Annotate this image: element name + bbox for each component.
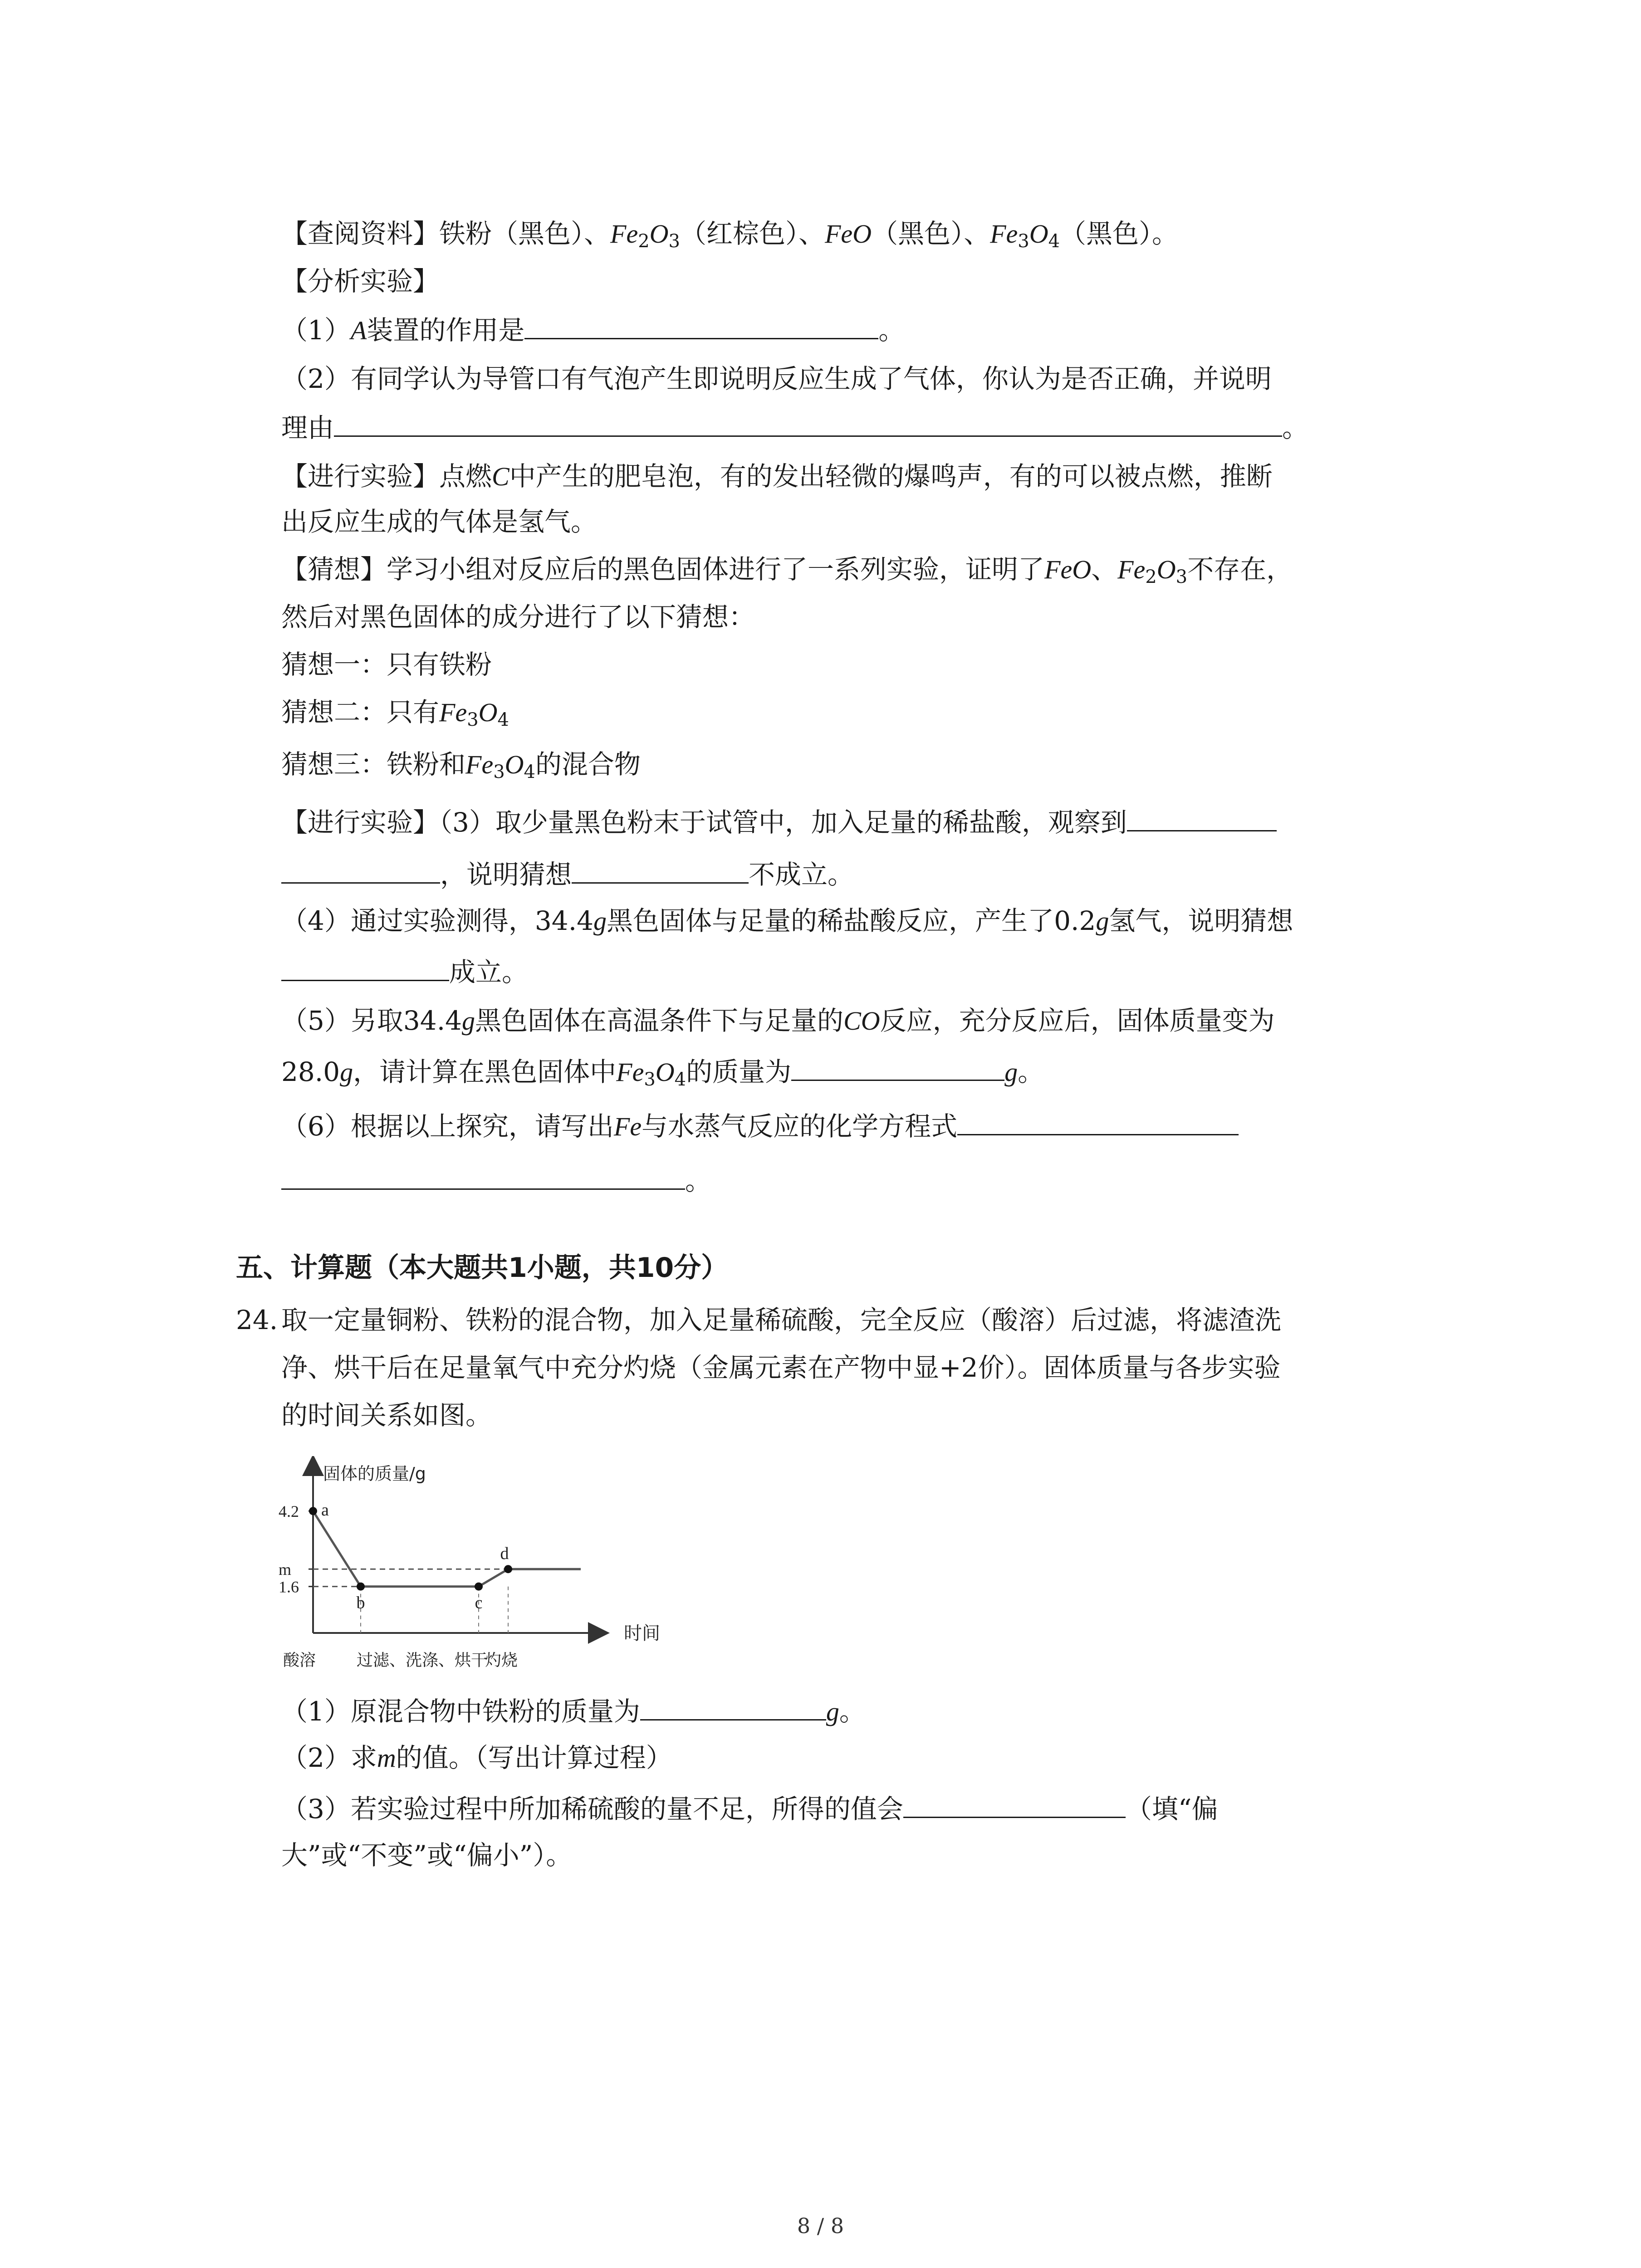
question-text: 理由 [281, 412, 334, 443]
y-tick-label: m [279, 1560, 292, 1579]
question-text: 不成立。 [749, 859, 854, 890]
punctuation: 。 [1282, 412, 1309, 443]
question-text: （4）通过实验测得， [281, 905, 535, 936]
step-label: 灼烧 [485, 1651, 518, 1670]
step-label: 酸溶 [283, 1651, 316, 1670]
paragraph-text: 的混合物 [535, 749, 641, 780]
formula-fe: Fe [465, 750, 494, 779]
subscript: 3 [467, 709, 479, 730]
question-2: （2）有同学认为导管口有气泡产生即说明反应生成了气体，你认为是否正确，并说明 [281, 363, 1272, 394]
question-text: ，说明猜想 [440, 859, 572, 890]
device-label: A [350, 316, 367, 345]
value: 34.4 [534, 905, 594, 936]
formula-fe: Fe [1117, 555, 1146, 584]
unit: g [1004, 1057, 1018, 1087]
question-text: 【进行实验】（3）取少量黑色粉末于试管中，加入足量的稀盐酸，观察到 [281, 807, 1127, 838]
answer-blank[interactable] [281, 1161, 685, 1190]
subscript: 2 [1145, 567, 1157, 587]
paragraph-text: 【进行实验】点燃 [281, 461, 492, 492]
subscript: 4 [1048, 231, 1060, 252]
answer-blank[interactable] [334, 408, 1282, 437]
answer-blank[interactable] [524, 311, 878, 339]
y-tick-label: 1.6 [279, 1578, 299, 1596]
answer-blank[interactable] [572, 855, 749, 884]
guess-intro: 【猜想】学习小组对反应后的黑色固体进行了一系列实验，证明了FeO、$Fe_2O_3$不存在， [281, 554, 1293, 587]
experiment-1-cont: 出反应生成的气体是氢气。 [281, 506, 598, 537]
y-tick-label: 4.2 [279, 1502, 299, 1521]
question-text: （6）根据以上探究，请写出 [281, 1111, 614, 1142]
formula-o: O [655, 1057, 675, 1087]
q24-sub-3 [281, 1789, 1218, 1827]
answer-blank[interactable] [791, 1052, 1004, 1081]
point-label-a: a [321, 1501, 329, 1520]
answer-blank[interactable] [957, 1107, 1239, 1135]
paragraph-text: 中产生的肥皂泡，有的发出轻微的爆鸣声，有的可以被点燃，推断 [509, 461, 1273, 492]
question-5 [281, 1002, 1275, 1039]
question-text: 与水蒸气反应的化学方程式 [642, 1111, 958, 1142]
q24-sub-3-cont: 大”或“不变”或“偏小”）。 [281, 1840, 573, 1871]
experiment-1 [281, 458, 1273, 495]
subscript: 3 [668, 231, 680, 252]
formula-fe: Fe [439, 698, 467, 727]
question-number: （1） [281, 315, 351, 346]
formula-o: O [649, 219, 669, 249]
question-text: ，请计算在黑色固体中 [353, 1056, 617, 1087]
formula-fe: Fe [616, 1057, 644, 1087]
question-text: 成立。 [449, 957, 529, 987]
guess-1: 猜想一：只有铁粉 [281, 649, 492, 680]
question-text: 的值。（写出计算过程） [396, 1742, 672, 1773]
answer-blank[interactable] [281, 953, 449, 981]
formula-fe: Fe [610, 219, 638, 249]
formula-feo: FeO [1044, 555, 1092, 584]
section-heading: 五、计算题（本大题共1小题，共10分） [236, 1252, 729, 1284]
y-axis-label: 固体的质量/g [323, 1464, 426, 1484]
point-b [357, 1583, 365, 1591]
answer-blank[interactable] [281, 855, 440, 884]
info-text: （黑色）、 [872, 218, 990, 249]
punctuation: 。 [878, 315, 905, 346]
question-number: 24. [236, 1305, 278, 1335]
formula-o: O [478, 698, 498, 727]
analysis-heading: 【分析实验】 [281, 266, 440, 297]
formula-feo: FeO [825, 219, 872, 249]
answer-blank[interactable] [1127, 803, 1277, 831]
value: 34.4 [403, 1005, 462, 1036]
subscript: 4 [524, 762, 535, 782]
info-text: （黑色）。 [1060, 218, 1179, 249]
point-d [504, 1565, 512, 1573]
mass-series-line [313, 1511, 581, 1586]
subscript: 4 [674, 1069, 686, 1090]
q24-line-1: 取一定量铜粉、铁粉的混合物，加入足量稀硫酸，完全反应（酸溶）后过滤，将滤渣洗 [281, 1305, 1282, 1335]
info-text: （红棕色）、 [680, 218, 825, 249]
formula-co: CO [843, 1006, 880, 1036]
punctuation: 。 [1018, 1056, 1044, 1087]
subscript: 3 [644, 1069, 656, 1090]
formula-o: O [505, 750, 524, 779]
question-text: （2）求 [281, 1742, 377, 1773]
question-text: 黑色固体在高温条件下与足量的 [475, 1005, 844, 1036]
question-2-cont [281, 408, 1308, 446]
unit: g [826, 1697, 839, 1726]
q24-line-2: 净、烘干后在足量氧气中充分灼烧（金属元素在产物中显+2价）。固体质量与各步实验 [281, 1352, 1281, 1383]
answer-blank[interactable] [640, 1692, 826, 1721]
page-number: 8 / 8 [797, 2214, 844, 2238]
formula-o: O [1029, 219, 1048, 249]
q24-line-3: 的时间关系如图。 [281, 1400, 492, 1431]
question-text: 黑色固体与足量的稀盐酸反应，产生了 [607, 905, 1054, 936]
punctuation: 。 [685, 1165, 712, 1196]
x-axis-label: 时间 [624, 1623, 660, 1644]
unit: g [593, 906, 607, 936]
question-6-cont [281, 1161, 711, 1199]
formula-o: O [1156, 555, 1176, 584]
question-text: 反应，充分反应后，固体质量变为 [880, 1005, 1275, 1036]
question-text: 氢气，说明猜想 [1109, 905, 1293, 936]
question-3 [281, 803, 1277, 841]
paragraph-text: 猜想二：只有 [281, 697, 440, 728]
point-a [309, 1507, 317, 1515]
point-label-b: b [356, 1593, 365, 1613]
question-6 [281, 1107, 1239, 1145]
point-label-c: c [475, 1593, 483, 1613]
info-lead: 【查阅资料】铁粉（黑色）、 [281, 218, 611, 249]
unit: g [340, 1057, 353, 1087]
value: 28.0 [281, 1056, 340, 1087]
answer-blank[interactable] [903, 1789, 1126, 1818]
paragraph-text: 【猜想】学习小组对反应后的黑色固体进行了一系列实验，证明了 [281, 554, 1045, 585]
question-text: （填“偏 [1125, 1794, 1218, 1824]
question-text: （1）原混合物中铁粉的质量为 [281, 1696, 640, 1727]
question-1 [281, 311, 905, 349]
formula-fe: Fe [990, 219, 1018, 249]
subscript: 3 [493, 762, 505, 782]
subscript: 4 [497, 709, 509, 730]
step-label: 过滤、洗涤、烘干 [356, 1651, 488, 1670]
question-text: 的质量为 [686, 1056, 792, 1087]
device-label: C [492, 462, 509, 491]
question-4 [281, 903, 1293, 939]
q24-sub-2 [281, 1740, 672, 1776]
question-5-cont [281, 1052, 1044, 1090]
point-c [475, 1583, 483, 1591]
question-text: （5）另取 [281, 1005, 403, 1036]
guess-3 [281, 746, 641, 783]
question-text: 装置的作用是 [367, 315, 525, 346]
value: 0.2 [1054, 905, 1096, 936]
info-line [281, 215, 1178, 252]
question-3-cont [281, 855, 854, 893]
guess-intro-cont: 然后对黑色固体的成分进行了以下猜想： [281, 601, 755, 632]
question-4-cont [281, 953, 528, 990]
formula-fe: Fe [613, 1112, 642, 1141]
subscript: 3 [1176, 567, 1188, 587]
unit: g [1096, 906, 1109, 936]
q24-sub-1 [281, 1692, 866, 1730]
paragraph-text: 不存在， [1187, 554, 1293, 585]
paragraph-text: 猜想三：铁粉和 [281, 749, 466, 780]
subscript: 2 [638, 231, 650, 252]
unit: g [462, 1006, 475, 1036]
question-text: （3）若实验过程中所加稀硫酸的量不足，所得的值会 [281, 1794, 903, 1824]
subscript: 3 [1018, 231, 1029, 252]
guess-2 [281, 694, 509, 731]
point-label-d: d [500, 1544, 509, 1564]
punctuation: 。 [839, 1696, 866, 1727]
mass-time-chart [272, 1456, 708, 1674]
variable-m: m [377, 1743, 396, 1773]
